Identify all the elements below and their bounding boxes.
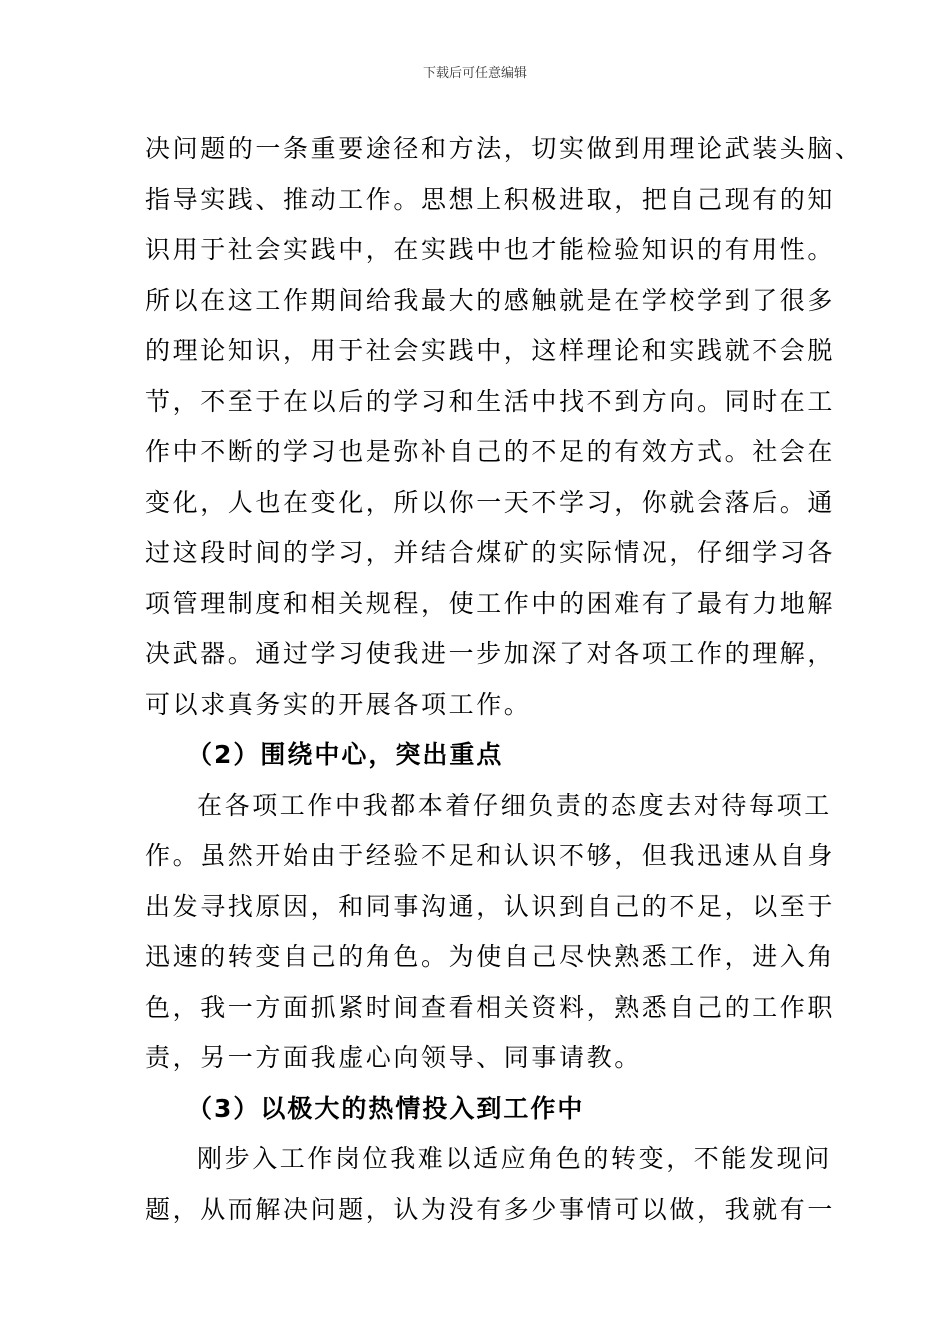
paragraph-first-line: 在各项工作中我都本着仔细负责的态度去对待每项工 [197,790,832,820]
section-heading-3: （3）以极大的热情投入到工作中 [187,1093,585,1123]
body-line: 题，从而解决问题，认为没有多少事情可以做，我就有一 [145,1194,836,1224]
body-line: 所以在这工作期间给我最大的感触就是在学校学到了很多 [145,285,836,315]
body-line: 可以求真务实的开展各项工作。 [145,689,532,719]
body-line: 出发寻找原因，和同事沟通，认识到自己的不足，以至于 [145,891,836,921]
body-line: 过这段时间的学习，并结合煤矿的实际情况，仔细学习各 [145,538,836,567]
body-line: 指导实践、推动工作。思想上积极进取，把自己现有的知 [145,184,836,214]
body-line: 迅速的转变自己的角色。为使自己尽快熟悉工作，进入角 [145,942,836,971]
body-line: 作。虽然开始由于经验不足和认识不够，但我迅速从自身 [145,841,836,870]
paragraph-first-line: 刚步入工作岗位我难以适应角色的转变，不能发现问 [197,1144,832,1173]
body-line: 决武器。通过学习使我进一步加深了对各项工作的理解， [145,639,836,668]
body-line: 作中不断的学习也是弥补自己的不足的有效方式。社会在 [145,437,836,466]
body-line: 项管理制度和相关规程，使工作中的困难有了最有力地解 [145,588,836,618]
body-line: 的理论知识，用于社会实践中，这样理论和实践就不会脱 [145,336,836,365]
body-line: 节，不至于在以后的学习和生活中找不到方向。同时在工 [145,386,836,416]
body-line: 识用于社会实践中，在实践中也才能检验知识的有用性。 [145,235,836,264]
body-line: 责，另一方面我虚心向领导、同事请教。 [145,1043,642,1072]
body-line: 色，我一方面抓紧时间查看相关资料，熟悉自己的工作职 [145,992,836,1022]
document-body [145,124,863,1235]
body-line: 决问题的一条重要途径和方法，切实做到用理论武装头脑、 [145,134,863,163]
page-header: 下载后可任意编辑 [422,66,527,81]
section-heading-2: （2）围绕中心，突出重点 [187,740,504,769]
body-line: 变化，人也在变化，所以你一天不学习，你就会落后。通 [145,487,836,517]
